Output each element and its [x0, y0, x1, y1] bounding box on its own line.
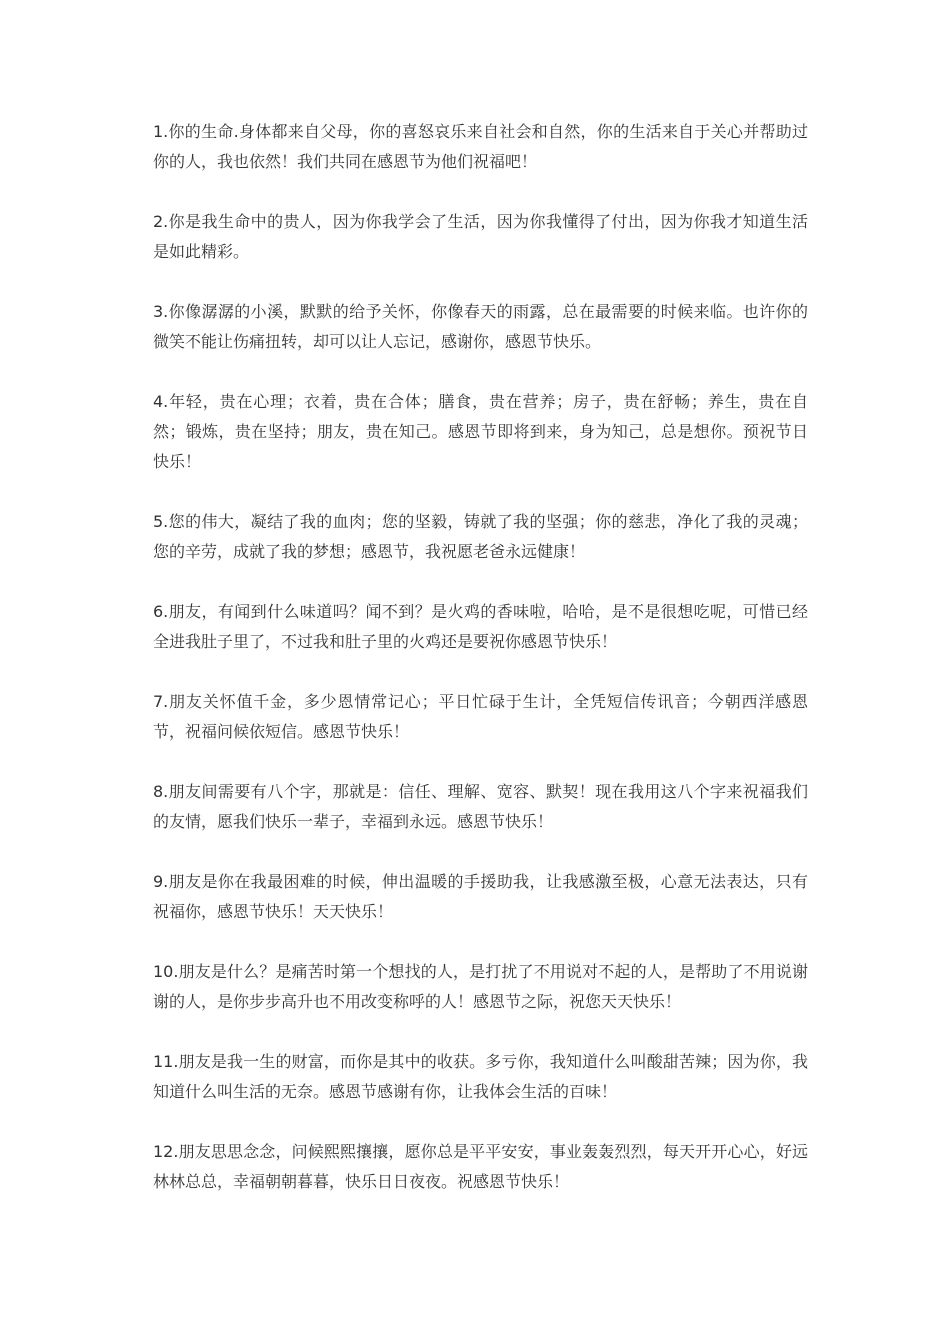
paragraph-1: 1.你的生命.身体都来自父母，你的喜怒哀乐来自社会和自然，你的生活来自于关心并帮助过你的人，我也依然！我们共同在感恩节为他们祝福吧！ [153, 122, 808, 171]
document-body [153, 117, 808, 1227]
paragraph-7: 7.朋友关怀值千金，多少恩情常记心；平日忙碌于生计，全凭短信传讯音；今朝西洋感恩节，祝福问候依短信。感恩节快乐！ [153, 692, 808, 741]
paragraph-10: 10.朋友是什么？是痛苦时第一个想找的人，是打扰了不用说对不起的人，是帮助了不用说谢谢的人，是你步步高升也不用改变称呼的人！感恩节之际，祝您天天快乐！ [153, 962, 808, 1011]
paragraph-4: 4.年轻，贵在心理；衣着，贵在合体；膳食，贵在营养；房子，贵在舒畅；养生，贵在自然；锻炼，贵在坚持；朋友，贵在知己。感恩节即将到来，身为知己，总是想你。预祝节日快乐！ [153, 392, 808, 471]
paragraph-3: 3.你像潺潺的小溪，默默的给予关怀，你像春天的雨露，总在最需要的时候来临。也许你的微笑不能让伤痛扭转，却可以让人忘记，感谢你，感恩节快乐。 [153, 302, 808, 351]
paragraph-11: 11.朋友是我一生的财富，而你是其中的收获。多亏你，我知道什么叫酸甜苦辣；因为你，我知道什么叫生活的无奈。感恩节感谢有你，让我体会生活的百味！ [153, 1052, 808, 1101]
paragraph-2: 2.你是我生命中的贵人，因为你我学会了生活，因为你我懂得了付出，因为你我才知道生活是如此精彩。 [153, 212, 808, 261]
paragraph-6: 6.朋友，有闻到什么味道吗？闻不到？是火鸡的香味啦，哈哈，是不是很想吃呢，可惜已经全进我肚子里了，不过我和肚子里的火鸡还是要祝你感恩节快乐！ [153, 602, 808, 651]
paragraph-9: 9.朋友是你在我最困难的时候，伸出温暖的手援助我，让我感激至极，心意无法表达，只有祝福你，感恩节快乐！天天快乐！ [153, 872, 808, 921]
paragraph-8: 8.朋友间需要有八个字，那就是：信任、理解、宽容、默契！现在我用这八个字来祝福我们的友情，愿我们快乐一辈子，幸福到永远。感恩节快乐！ [153, 782, 808, 831]
paragraph-12: 12.朋友思思念念，问候熙熙攘攘，愿你总是平平安安，事业轰轰烈烈，每天开开心心，好远林林总总，幸福朝朝暮暮，快乐日日夜夜。祝感恩节快乐！ [153, 1142, 808, 1191]
paragraph-5: 5.您的伟大，凝结了我的血肉；您的坚毅，铸就了我的坚强；你的慈悲，净化了我的灵魂；您的辛劳，成就了我的梦想；感恩节，我祝愿老爸永远健康！ [153, 512, 808, 561]
